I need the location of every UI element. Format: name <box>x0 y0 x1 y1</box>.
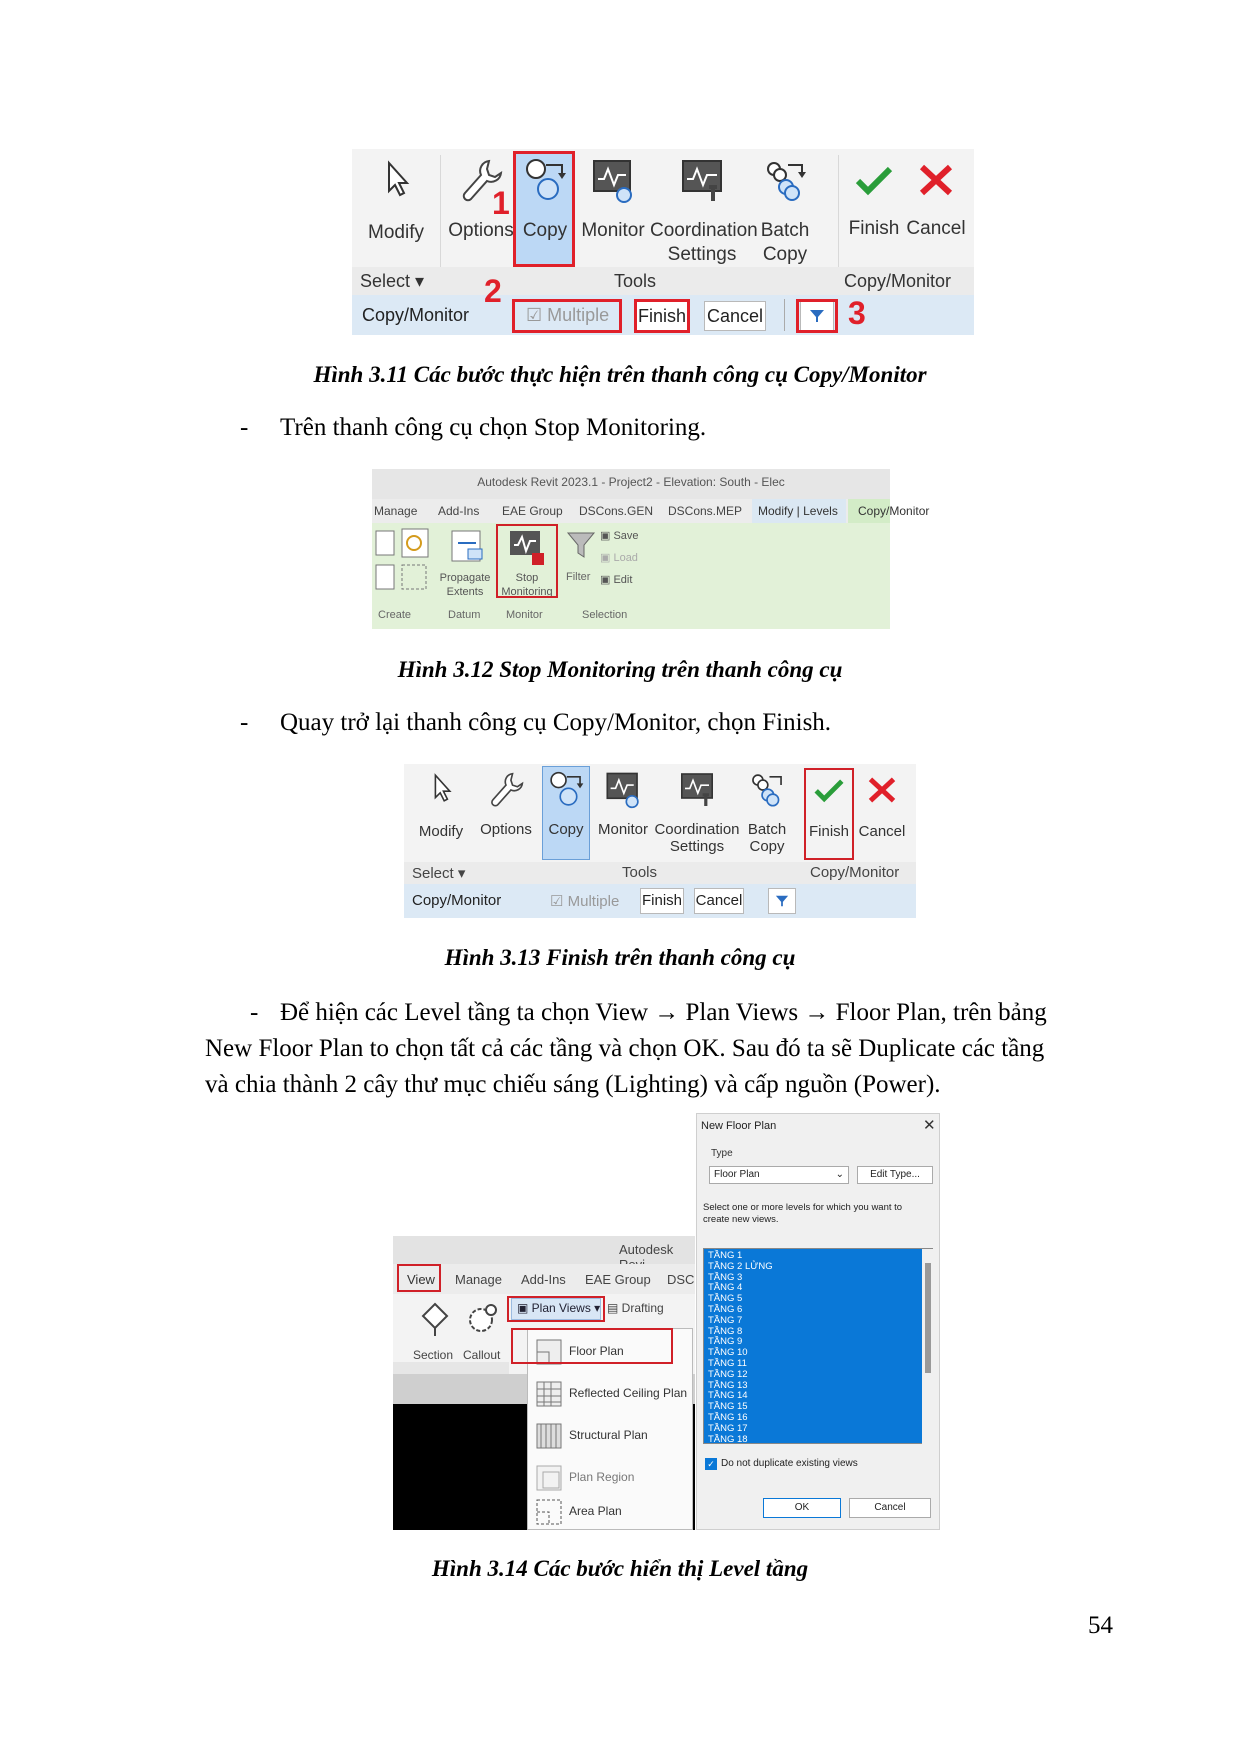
levels-scrollbar-thumb[interactable] <box>925 1263 931 1373</box>
finish-highlight <box>634 299 690 333</box>
x-icon-2 <box>867 776 897 804</box>
datum-panel-label: Datum <box>448 609 481 621</box>
para-finish: Quay trở lại thanh công cụ Copy/Monitor, chọn Finish. <box>280 709 832 736</box>
duplicate-checkbox[interactable]: ✓ <box>705 1458 717 1470</box>
level-item[interactable]: TẦNG 14 <box>708 1390 748 1402</box>
ribbon-divider <box>393 1362 509 1374</box>
level-item[interactable]: TẦNG 2 LỬNG <box>708 1260 773 1272</box>
monitor-button-2[interactable]: Monitor <box>594 770 652 838</box>
finish-highlight-2 <box>804 768 854 860</box>
para-levels-line3: và chia thành 2 cây thư mục chiếu sáng (Lighting) và cấp nguồn (Power). <box>205 1071 941 1098</box>
caption-3-13: Hình 3.13 Finish trên thanh công cụ <box>444 945 796 970</box>
step-2-highlight <box>512 299 622 333</box>
tab-dsc[interactable]: DSC <box>667 1272 695 1287</box>
structural-plan-icon <box>535 1422 563 1450</box>
create-panel-label: Create <box>378 609 412 621</box>
bullet-dash-3: - <box>250 999 259 1026</box>
level-item[interactable]: TẦNG 18 <box>708 1433 748 1445</box>
stop-monitoring-button[interactable]: Stop Monitoring <box>501 572 553 598</box>
options-cancel-button[interactable]: Cancel <box>704 301 766 331</box>
modify-button[interactable]: Modify <box>358 159 434 269</box>
select-panel-label[interactable]: Select ▾ <box>360 271 425 291</box>
type-select[interactable]: Floor Plan ⌄ <box>709 1166 849 1184</box>
copymonitor-panel-label: Copy/Monitor <box>844 271 952 291</box>
reflected-ceiling-plan-icon <box>535 1380 563 1408</box>
check-icon <box>854 163 894 197</box>
load-button[interactable]: ▣ Load <box>600 552 638 564</box>
dialog-title: New Floor Plan <box>701 1120 777 1132</box>
cursor-icon <box>381 159 411 199</box>
cancel-button[interactable]: Cancel <box>902 163 970 273</box>
para-stop-monitoring: Trên thanh công cụ chọn Stop Monitoring. <box>280 414 707 441</box>
menu-reflected-ceiling-plan[interactable]: Reflected Ceiling Plan <box>535 1378 691 1412</box>
section-button[interactable]: Section <box>413 1348 454 1362</box>
level-item[interactable]: TẦNG 3 <box>708 1271 743 1283</box>
finish-button-2[interactable]: Finish <box>804 776 854 840</box>
caption-3-14: Hình 3.14 Các bước hiển thị Level tầng <box>431 1556 809 1581</box>
tab-manage-3[interactable]: Manage <box>455 1272 502 1287</box>
level-item[interactable]: TẦNG 13 <box>708 1379 748 1391</box>
plan-region-icon <box>535 1464 563 1492</box>
options-bar-label-2: Copy/Monitor <box>412 892 502 909</box>
copy-button-2[interactable]: Copy <box>540 770 592 838</box>
copy-button[interactable]: Copy <box>514 157 576 267</box>
modify-button-2[interactable]: Modify <box>408 772 474 840</box>
wrench-icon-2 <box>488 770 524 810</box>
tab-copy-monitor-label: Copy/Monitor <box>858 504 930 518</box>
selection-panel-label: Selection <box>582 609 628 621</box>
options-button[interactable]: Options <box>444 157 518 267</box>
cancel-button-dialog[interactable]: Cancel <box>849 1498 931 1518</box>
level-item[interactable]: TẦNG 15 <box>708 1401 748 1413</box>
plan-views-highlight <box>507 1296 605 1322</box>
level-item[interactable]: TẦNG 1 <box>708 1250 743 1261</box>
tab-eae-group-3[interactable]: EAE Group <box>585 1272 651 1287</box>
area-plan-icon <box>535 1498 563 1526</box>
callout-button[interactable]: Callout <box>463 1348 501 1362</box>
cancel-button-2[interactable]: Cancel <box>854 776 910 840</box>
level-item[interactable]: TẦNG 12 <box>708 1368 748 1380</box>
tab-dscons-mep[interactable]: DSCons.MEP <box>668 504 743 518</box>
menu-floor-plan[interactable]: Floor Plan <box>535 1336 691 1370</box>
level-item[interactable]: TẦNG 10 <box>708 1347 748 1359</box>
step-1-highlight <box>513 151 575 267</box>
caption-3-12: Hình 3.12 Stop Monitoring trên thanh công cụ <box>397 657 843 682</box>
level-item[interactable]: TẦNG 8 <box>708 1325 743 1337</box>
edit-button[interactable]: ▣ Edit <box>600 574 633 586</box>
para-levels-line1: Để hiện các Level tầng ta chọn View → Plan Views → Floor Plan, trên bảng <box>280 999 1047 1026</box>
batch-copy-icon <box>762 157 808 205</box>
coordination-settings-icon <box>677 157 727 205</box>
floor-plan-highlight <box>511 1328 673 1364</box>
options-button-2[interactable]: Options <box>476 770 536 838</box>
dialog-instruction: Select one or more levels for which you want to create new views. <box>703 1202 903 1225</box>
level-item[interactable]: TẦNG 4 <box>708 1282 743 1294</box>
step-2-number: 2 <box>484 273 502 309</box>
edit-type-button[interactable]: Edit Type... <box>857 1166 933 1184</box>
select-panel-label-2[interactable]: Select ▾ <box>412 865 466 882</box>
multiple-checkbox[interactable]: ☑ Multiple <box>526 305 610 325</box>
dialog-close-icon[interactable]: ✕ <box>923 1117 936 1134</box>
window-title: Autodesk Revit 2023.1 - Project2 - Elevation: South - Elec <box>477 475 785 489</box>
coordination-settings-button[interactable]: Coordination Settings <box>650 157 754 267</box>
menu-area-plan[interactable]: Area Plan <box>535 1498 691 1528</box>
level-item[interactable]: TẦNG 11 <box>708 1357 747 1369</box>
para-levels-line2: New Floor Plan to chọn tất cả các tầng và chọn OK. Sau đó ta sẽ Duplicate các tầng <box>205 1035 1045 1062</box>
tab-dscons-gen[interactable]: DSCons.GEN <box>579 504 654 518</box>
view-tab-highlight <box>397 1264 441 1292</box>
tab-add-ins[interactable]: Add-Ins <box>438 504 480 518</box>
monitor-icon <box>590 157 636 205</box>
step-3-number: 3 <box>848 295 866 331</box>
level-item[interactable]: TẦNG 6 <box>708 1303 743 1315</box>
batch-copy-button-2[interactable]: Batch Copy <box>742 770 792 855</box>
tools-panel-label-2: Tools <box>622 864 658 881</box>
propagate-extents-icon <box>450 529 486 567</box>
level-item[interactable]: TẦNG 9 <box>708 1336 743 1348</box>
tab-add-ins-3[interactable]: Add-Ins <box>521 1272 566 1287</box>
level-item[interactable]: TẦNG 17 <box>708 1422 748 1434</box>
caption-3-11: Hình 3.11 Các bước thực hiện trên thanh công cụ Copy/Monitor <box>313 362 927 387</box>
callout-icon <box>467 1302 499 1338</box>
cursor-icon-2 <box>429 772 453 804</box>
batch-copy-icon-2 <box>748 770 786 810</box>
figure-3-12 <box>372 469 930 629</box>
filter-button-2[interactable]: Filter <box>566 571 591 583</box>
section-icon <box>419 1302 451 1338</box>
monitor-button[interactable]: Monitor <box>578 157 648 267</box>
app-title: Autodesk <box>619 1242 674 1257</box>
stop-monitoring-highlight <box>496 524 558 598</box>
options-bar-label: Copy/Monitor <box>362 305 470 325</box>
tab-eae-group[interactable]: EAE Group <box>502 504 563 518</box>
coordination-settings-button-2[interactable]: Coordination Settings <box>652 770 742 855</box>
bullet-dash-2: - <box>240 709 249 736</box>
figure-3-14-ribbon <box>393 1236 695 1530</box>
level-item[interactable]: TẦNG 5 <box>708 1293 743 1305</box>
drafting-button[interactable]: ▤ Drafting <box>607 1301 664 1315</box>
levels-container <box>704 1249 932 1447</box>
level-item[interactable]: TẦNG 7 <box>708 1314 743 1326</box>
save-button[interactable]: ▣ Save <box>600 530 639 542</box>
filter-icon-2 <box>566 531 596 559</box>
options-finish-button-2[interactable]: Finish <box>640 888 684 914</box>
create-icons <box>374 527 434 597</box>
multiple-checkbox-2[interactable]: ☑ Multiple <box>550 893 620 910</box>
level-item[interactable]: TẦNG 16 <box>708 1411 748 1423</box>
coordination-settings-icon-2 <box>677 770 717 810</box>
tools-panel-label: Tools <box>614 271 657 291</box>
type-label: Type <box>711 1148 733 1159</box>
options-cancel-button-2[interactable]: Cancel <box>694 888 744 914</box>
copymonitor-panel-label-2: Copy/Monitor <box>810 864 900 881</box>
x-icon <box>918 163 954 197</box>
page-number: 54 <box>1088 1612 1113 1639</box>
step-3-highlight <box>796 299 838 333</box>
duplicate-checkbox-label: Do not duplicate existing views <box>721 1458 858 1469</box>
tab-manage[interactable]: Manage <box>374 504 418 518</box>
new-floor-plan-dialog <box>696 1113 940 1530</box>
step-1-number: 1 <box>492 185 510 221</box>
tab-view[interactable]: View <box>407 1272 435 1287</box>
figure-3-13 <box>404 764 916 918</box>
filter-button-3[interactable] <box>768 888 796 914</box>
filter-icon-3 <box>775 894 789 908</box>
monitor-icon-2 <box>604 770 642 810</box>
copy-monitor-icon-2 <box>547 770 585 810</box>
batch-copy-button[interactable]: Batch Copy <box>756 157 814 267</box>
levels-list[interactable] <box>703 1248 933 1444</box>
plan-views-label: ▣ Plan Views ▾ <box>517 1301 601 1315</box>
tab-modify-levels-label: Modify | Levels <box>758 504 838 518</box>
bullet-dash: - <box>240 414 249 441</box>
propagate-extents-button[interactable]: Propagate Extents <box>439 572 491 598</box>
menu-plan-region[interactable]: Plan Region <box>535 1462 691 1496</box>
menu-structural-plan[interactable]: Structural Plan <box>535 1420 691 1454</box>
monitor-panel-label: Monitor <box>506 609 543 621</box>
ok-button[interactable]: OK <box>763 1498 841 1518</box>
figure-3-11 <box>352 149 974 335</box>
finish-button[interactable]: Finish <box>844 163 904 273</box>
options-finish-button[interactable]: Finish <box>636 301 688 331</box>
